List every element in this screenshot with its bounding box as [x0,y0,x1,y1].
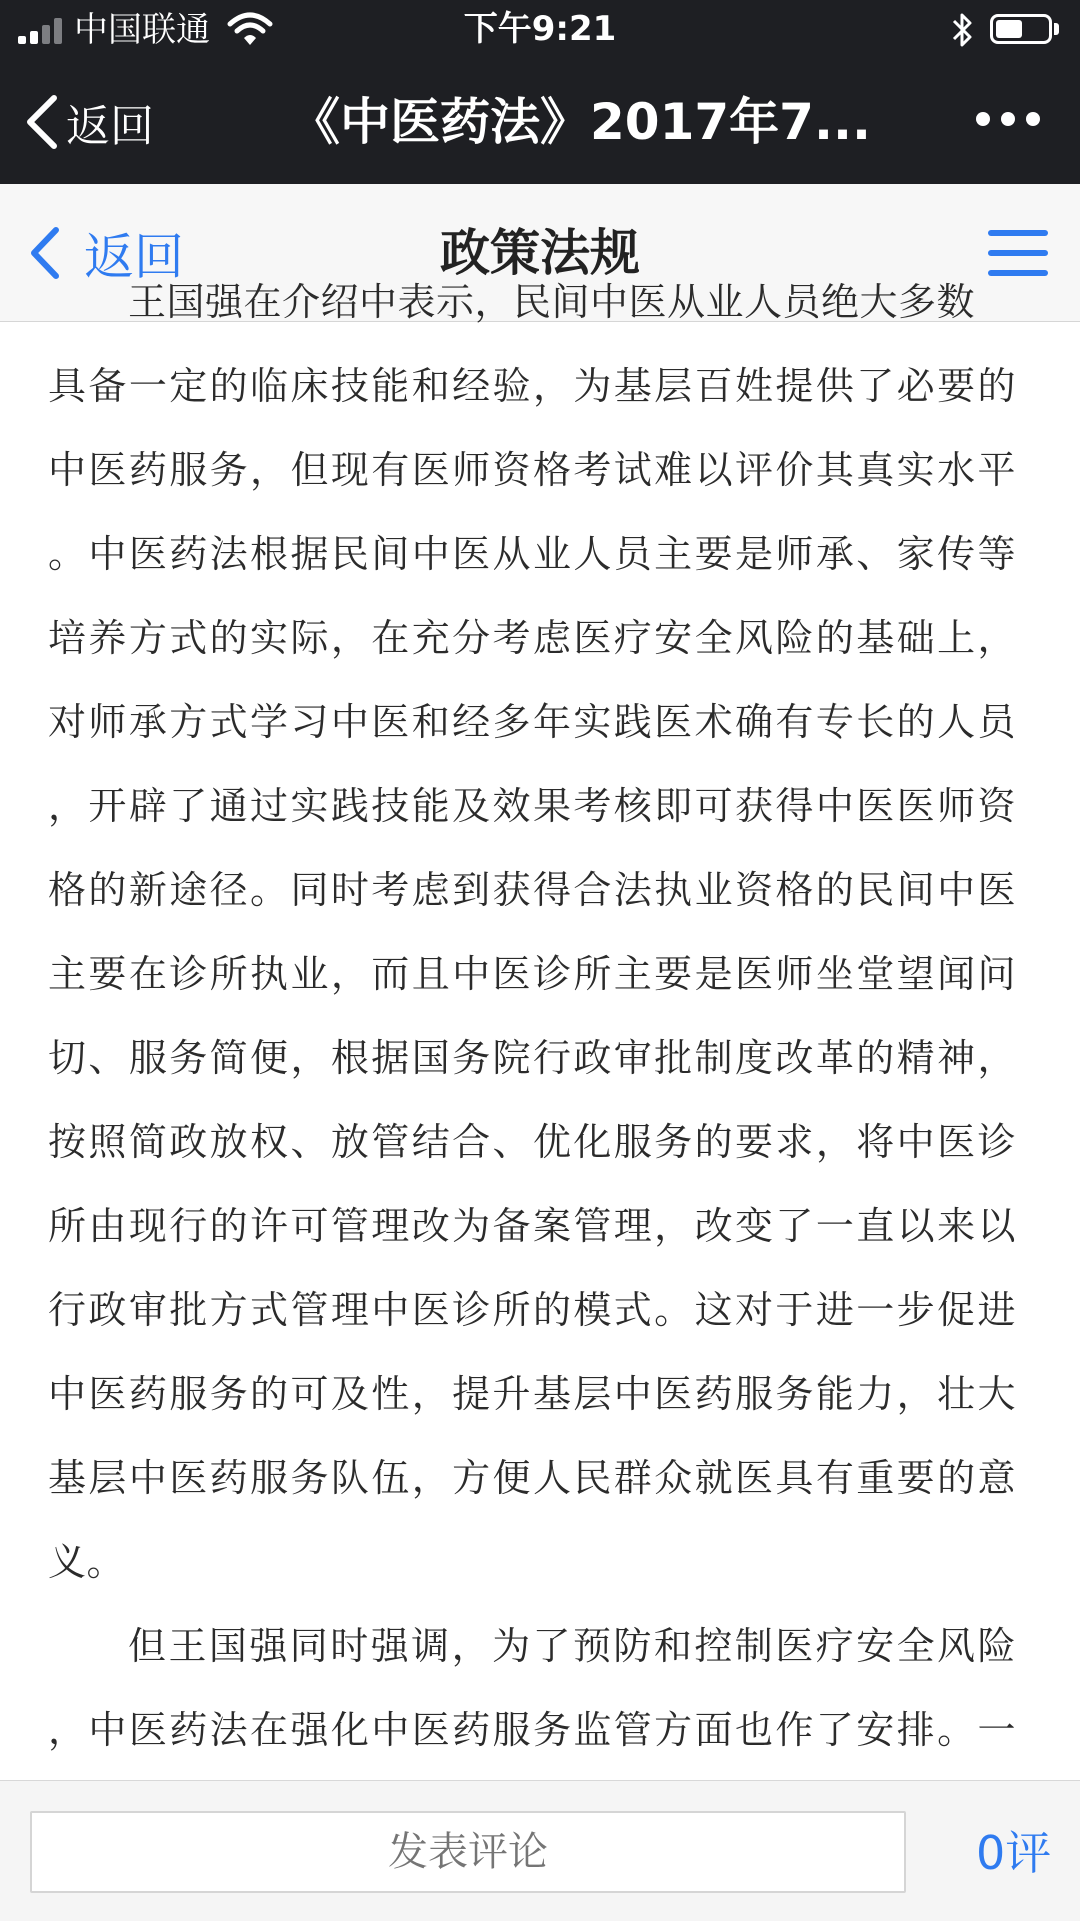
comment-input[interactable] [30,1811,906,1893]
article-line: 对师承方式学习中医和经多年实践医术确有专长的人员 [48,700,1016,744]
article-text [48,260,1016,1772]
article-line: 。中医药法根据民间中医从业人员主要是师承、家传等 [48,532,1016,576]
article-line: 培养方式的实际，在充分考虑医疗安全风险的基础上， [48,616,1016,660]
comment-count-button[interactable]: 0评 [976,1826,1052,1880]
article-line: ，开辟了通过实践技能及效果考核即可获得中医医师资 [48,784,1016,828]
article-line: 中医药服务，但现有医师资格考试难以评价其真实水平 [48,448,1016,492]
article-line: 切、服务简便，根据国务院行政审批制度改革的精神， [48,1036,1016,1080]
section-back-label: 返回 [84,228,184,286]
article-line: 义。 [48,1540,126,1584]
article-line: 按照简政放权、放管结合、优化服务的要求，将中医诊 [48,1120,1016,1164]
bluetooth-icon [950,12,976,48]
article-line: 具备一定的临床技能和经验，为基层百姓提供了必要的 [48,364,1016,408]
status-bar [0,0,1080,60]
comment-bar [0,1780,1080,1921]
article-line: 所由现行的许可管理改为备案管理，改变了一直以来以 [48,1204,1016,1248]
browser-back-button[interactable] [22,90,154,154]
article-body[interactable] [0,280,1080,1780]
article-line: 格的新途径。同时考虑到获得合法执业资格的民间中医 [48,868,1016,912]
article-line: 基层中医药服务队伍，方便人民群众就医具有重要的意 [48,1456,1016,1500]
article-line: 但王国强同时强调，为了预防和控制医疗安全风险 [128,1624,1016,1668]
battery-icon [990,14,1052,44]
article-line: 行政审批方式管理中医诊所的模式。这对于进一步促进 [48,1288,1016,1332]
browser-page-title: 《中医药法》2017年7... [290,93,871,151]
article-line: ，中医药法在强化中医药服务监管方面也作了安排。一 [48,1708,1016,1752]
browser-back-label: 返回 [66,101,154,152]
carrier-label: 中国联通 [74,10,210,50]
more-icon[interactable] [976,112,1040,132]
chevron-left-icon [22,94,60,150]
article-line: 王国强在介绍中表示，民间中医从业人员绝大多数 [128,280,976,324]
section-title: 政策法规 [440,224,640,282]
browser-nav-bar [0,60,1080,184]
article-line: 中医药服务的可及性，提升基层中医药服务能力，壮大 [48,1372,1016,1416]
clock: 下午9:21 [463,9,617,49]
battery-tip [1054,23,1059,35]
article-line: 主要在诊所执业，而且中医诊所主要是医师坐堂望闻问 [48,952,1016,996]
